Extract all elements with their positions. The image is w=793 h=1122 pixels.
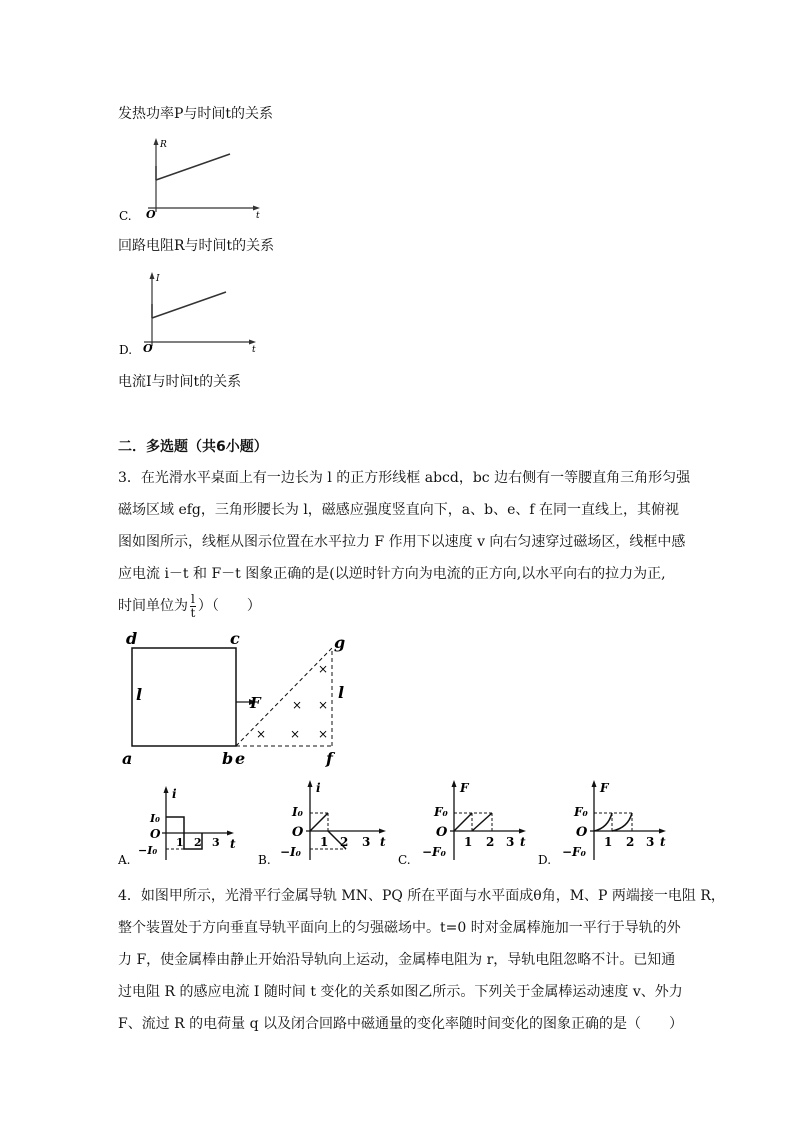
option-c-graph[interactable] [118,132,278,224]
option-d-plot [118,266,278,358]
option-d-force-plot [538,774,672,868]
x-axis-label: t [256,211,260,221]
origin-label: O [150,827,161,841]
y-arrow [592,780,597,787]
option-label: B. [258,853,271,867]
x-axis-label: t [230,837,236,851]
tick-2: 2 [486,835,495,849]
cross-mark: × [318,662,329,676]
question-3-text [118,462,690,622]
option-d-graph[interactable] [118,266,278,358]
cross-mark: × [292,698,303,712]
caption-option-c: 回路电阻R与时间t的关系 [118,238,275,254]
y-axis-label: i [172,787,177,801]
tick-3: 3 [212,836,220,849]
current-rise [310,813,328,831]
x-arrow [253,206,260,211]
q4-line: 整个装置处于方向垂直导轨平面向上的匀强磁场中。t=0 时对金属棒施加一平行于导轨的外 [118,920,681,936]
y-axis-label: R [160,140,167,150]
y-arrow [164,786,169,793]
y-arrow [154,138,159,145]
pos-level-label: F₀ [574,805,588,819]
x-axis-label: t [380,835,386,849]
q4-line: F、流过 R 的电荷量 q 以及闭合回路中磁通量的变化率随时间变化的图象正确的是（ ） [118,1016,684,1032]
rising-line [152,292,226,318]
neg-level-label: −F₀ [562,845,586,859]
caption-option-d: 电流I与时间t的关系 [118,374,242,390]
option-label: C. [398,853,411,867]
q3-option-d[interactable] [538,774,672,868]
option-b-plot [258,774,392,868]
caption-option-b: 发热功率P与时间t的关系 [118,106,274,122]
q3-line: 应电流 i－t 和 F－t 图象正确的是(以逆时针方向为电流的正方向,以水平向右的拉力为正, [118,566,666,582]
square-side-label: l [136,685,143,704]
q3-option-a[interactable] [118,780,242,868]
pos-level-label: F₀ [434,805,448,819]
x-arrow [227,831,234,836]
q3-line: 磁场区域 efg，三角形腰长为 l，磁感应强度竖直向下，a、b、e、f 在同一直线上，其俯视 [118,502,680,518]
vertex-d: d [126,629,138,648]
pos-level-label: I₀ [292,805,303,819]
neg-level-label: −I₀ [138,844,158,857]
triangle-side-label: l [338,683,345,702]
option-d-label: D. [119,343,133,357]
x-axis-label: t [660,835,666,849]
tick-3: 3 [506,835,515,849]
force-curve-1 [594,813,612,831]
q3-last-prefix: 时间单位为 [118,598,188,614]
vertex-b: b [222,749,234,768]
tick-1: 1 [176,836,184,849]
neg-level-label: −F₀ [422,845,446,859]
q3-option-c[interactable] [398,774,532,868]
option-c-label: C. [119,209,132,223]
vertex-f: f [326,749,333,768]
option-label: A. [118,853,131,867]
x-arrow [659,829,666,834]
y-arrow [452,780,457,787]
force-ramp-2 [472,813,492,831]
tick-1: 1 [604,835,613,849]
q4-line: 力 F，使金属棒由静止开始沿导轨向上运动，金属棒电阻为 r，导轨电阻忽略不计。已知通 [118,952,676,968]
q4-line: 4．如图甲所示，光滑平行金属导轨 MN、PQ 所在平面与水平面成θ角，M、P 两端接一电阻 R， [118,888,725,904]
cross-mark: × [318,698,329,712]
y-axis-label: F [600,781,609,795]
force-label: F [250,694,261,712]
option-c-force-plot [398,774,532,868]
current-positive [166,817,184,833]
force-curve-2 [612,813,632,831]
option-label: D. [538,853,552,867]
section-title: 二．多选题（共6小题） [118,439,268,455]
tick-3: 3 [646,835,655,849]
option-c-plot [118,132,278,224]
cross-mark: × [290,727,301,741]
y-axis-label: F [460,781,469,795]
fraction-denominator: t [190,605,196,620]
tick-3: 3 [362,835,371,849]
cross-mark: × [318,727,329,741]
origin-label: O [146,208,156,221]
y-arrow [308,780,313,787]
origin-label: O [576,825,588,840]
y-axis-label: i [316,781,321,795]
origin-label: O [292,825,304,840]
y-axis-label: I [156,274,160,284]
x-axis-label: t [520,835,526,849]
x-arrow [249,340,256,345]
vertex-c: c [230,629,240,648]
rising-line [156,154,230,180]
q3-figure [118,628,358,770]
pos-level-label: I₀ [150,812,160,825]
option-a-plot [118,780,242,868]
y-arrow [150,272,155,279]
q3-line: 图如图所示，线框从图示位置在水平拉力 F 作用下以速度 v 向右匀速穿过磁场区，线框中感 [118,534,686,550]
vertex-e: e [235,749,246,768]
origin-label: O [143,342,153,355]
tick-1: 1 [320,835,329,849]
tick-2: 2 [340,835,349,849]
x-axis-label: t [252,345,256,355]
question-4-text [118,880,725,1040]
x-arrow [519,829,526,834]
vertex-a: a [122,749,133,768]
vertex-g: g [334,633,346,652]
q3-figure-svg [118,628,358,770]
q3-last-line [118,590,690,622]
neg-level-label: −I₀ [280,845,301,859]
tick-2: 2 [626,835,635,849]
time-unit-fraction [190,593,196,620]
x-arrow [379,829,386,834]
origin-label: O [436,825,448,840]
tick-1: 1 [464,835,473,849]
fraction-numerator: l [191,591,195,606]
q3-option-b[interactable] [258,774,392,868]
q4-line: 过电阻 R 的感应电流 I 随时间 t 变化的关系如图乙所示。下列关于金属棒运动速度 v、外力 [118,984,683,1000]
tick-2: 2 [194,836,202,849]
q3-last-suffix: ）（ ） [197,598,261,614]
force-ramp-1 [454,813,472,831]
q3-line: 3．在光滑水平桌面上有一边长为 l 的正方形线框 abcd，bc 边右侧有一等腰直角三角形匀强 [118,470,691,486]
square-frame [132,648,236,746]
cross-mark: × [256,727,267,741]
